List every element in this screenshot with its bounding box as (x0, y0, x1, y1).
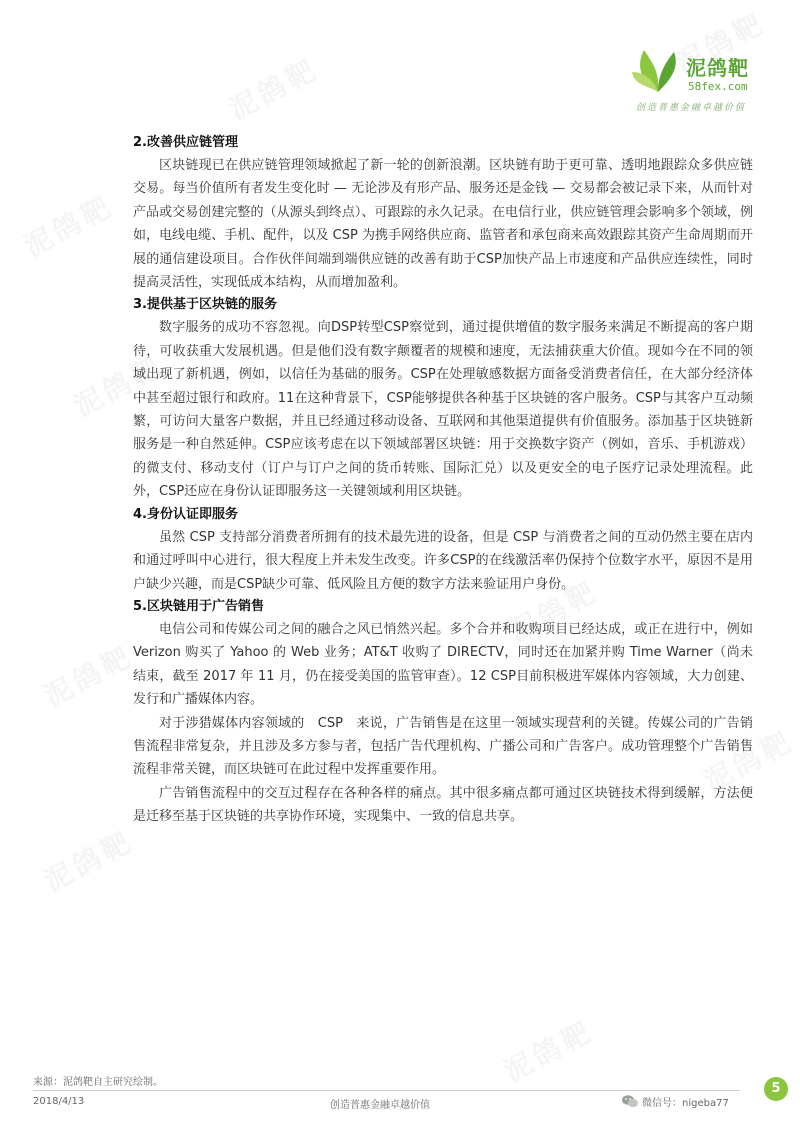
paragraph: 对于涉猎媒体内容领域的 CSP 来说，广告销售是在这里一领域实现营利的关键。传媒公司的广告销售流程非常复杂，并且涉及多方参与者，包括广告代理机构、广播公司和广告客户。成功管理整个广告销售流程非常关键，而区块链可在此过程中发挥重要作用。 (133, 715, 753, 778)
watermark (221, 48, 325, 128)
logo-url: 58fex.com (688, 80, 748, 93)
footer-date: 2018/4/13 (33, 1096, 85, 1107)
paragraph: 广告销售流程中的交互过程存在各种各样的痛点。其中很多痛点都可通过区块链技术得到缓解，方法便是迁移至基于区块链的共享协作环境，实现集中、一致的信息共享。 (133, 785, 753, 825)
logo-slogan: 创造普惠金融卓越价值 (636, 103, 747, 113)
footer-wechat (622, 1094, 729, 1109)
page-number: 5 (764, 1077, 788, 1101)
footer-divider (33, 1090, 740, 1091)
leaf-logo-icon (630, 42, 686, 98)
paragraph: 区块链现已在供应链管理领域掀起了新一轮的创新浪潮。区块链有助于更可靠、透明地跟踪众多供应链交易。每当价值所有者发生变化时 — 无论涉及有形产品、服务还是金钱 — 交易都会被记录下来，从而针对产品或交易创建完整的（从源头到终点）、可跟踪的永久记录。在电信行业，供应链管理会影响多个领域，例如，电线电缆、手机、配件，以及 CSP 为携手网络供应商、监管者和承包商来高效跟踪其资产生命周期而开展的通信建设项目。合作伙伴间端到端供应链的改善有助于CSP加快产品上市速度和产品供应连续性，同时提高灵活性，实现低成本结构，从而增加盈利。 (133, 158, 753, 291)
paragraph: 虽然 CSP 支持部分消费者所拥有的技术最先进的设备，但是 CSP 与消费者之间的互动仍然主要在店内和通过呼叫中心进行，很大程度上并未发生改变。许多CSP的在线激活率仍保持个位数字水平，原因不是用户缺少兴趣，而是CSP缺少可靠、低风险且方便的数字方法来验证用户身份。 (133, 529, 753, 592)
section-heading: 4.身份认证即服务 (133, 506, 238, 522)
watermark (496, 1010, 600, 1090)
wechat-icon (622, 1095, 638, 1108)
section-heading: 5.区块链用于广告销售 (133, 598, 264, 614)
section-heading: 2.改善供应链管理 (133, 135, 238, 150)
footer-slogan: 创造普惠金融卓越价值 (330, 1100, 430, 1111)
wechat-id: 微信号：nigeba77 (642, 1098, 729, 1109)
watermark (16, 185, 120, 265)
paragraph: 数字服务的成功不容忽视。向DSP转型CSP察觉到，通过提供增值的数字服务来满足不断提高的客户期待，可收获重大发展机遇。但是他们没有数字颠覆者的规模和速度，无法捕获重大价值。现如今在不同的领域出现了新机遇，例如，以信任为基础的服务。CSP在处理敏感数据方面备受消费者信任，在大部分经济体中甚至超过银行和政府。11在这种背景下，CSP能够提供各种基于区块链的客户服务。CSP与其客户互动频繁，可访问大量客户数据，并且已经通过移动设备、互联网和其他渠道提供有价值服务。添加基于区块链新服务是一种自然延伸。CSP应该考虑在以下领域部署区块链：用于交换数字资产（例如，音乐、手机游戏）的微支付、移动支付（订户与订户之间的货币转账、国际汇兑）以及更安全的电子医疗记录处理流程。此外，CSP还应在身份认证即服务这一关键领域利用区块链。 (133, 320, 753, 500)
logo-name: 泥鸽靶 (686, 56, 749, 80)
source-note: 来源：泥鸽靶自主研究绘制。 (33, 1077, 163, 1088)
watermark (36, 635, 140, 715)
watermark (36, 820, 140, 900)
paragraph: 电信公司和传媒公司之间的融合之风已悄然兴起。多个合并和收购项目已经达成，或正在进行中，例如 Verizon 购买了 Yahoo 的 Web 业务；AT&T 收购了 DIRECTV，同时还在加紧并购 Time Warner（尚未结束，截至 2017 年 11 月，仍在接受美国的监管审查）。12 CSP目前积极进军媒体内容领域，大力创建、发行和广播媒体内容。 (133, 621, 753, 708)
section-heading: 3.提供基于区块链的服务 (133, 297, 277, 313)
document-body (133, 132, 753, 829)
brand-logo (630, 42, 770, 122)
